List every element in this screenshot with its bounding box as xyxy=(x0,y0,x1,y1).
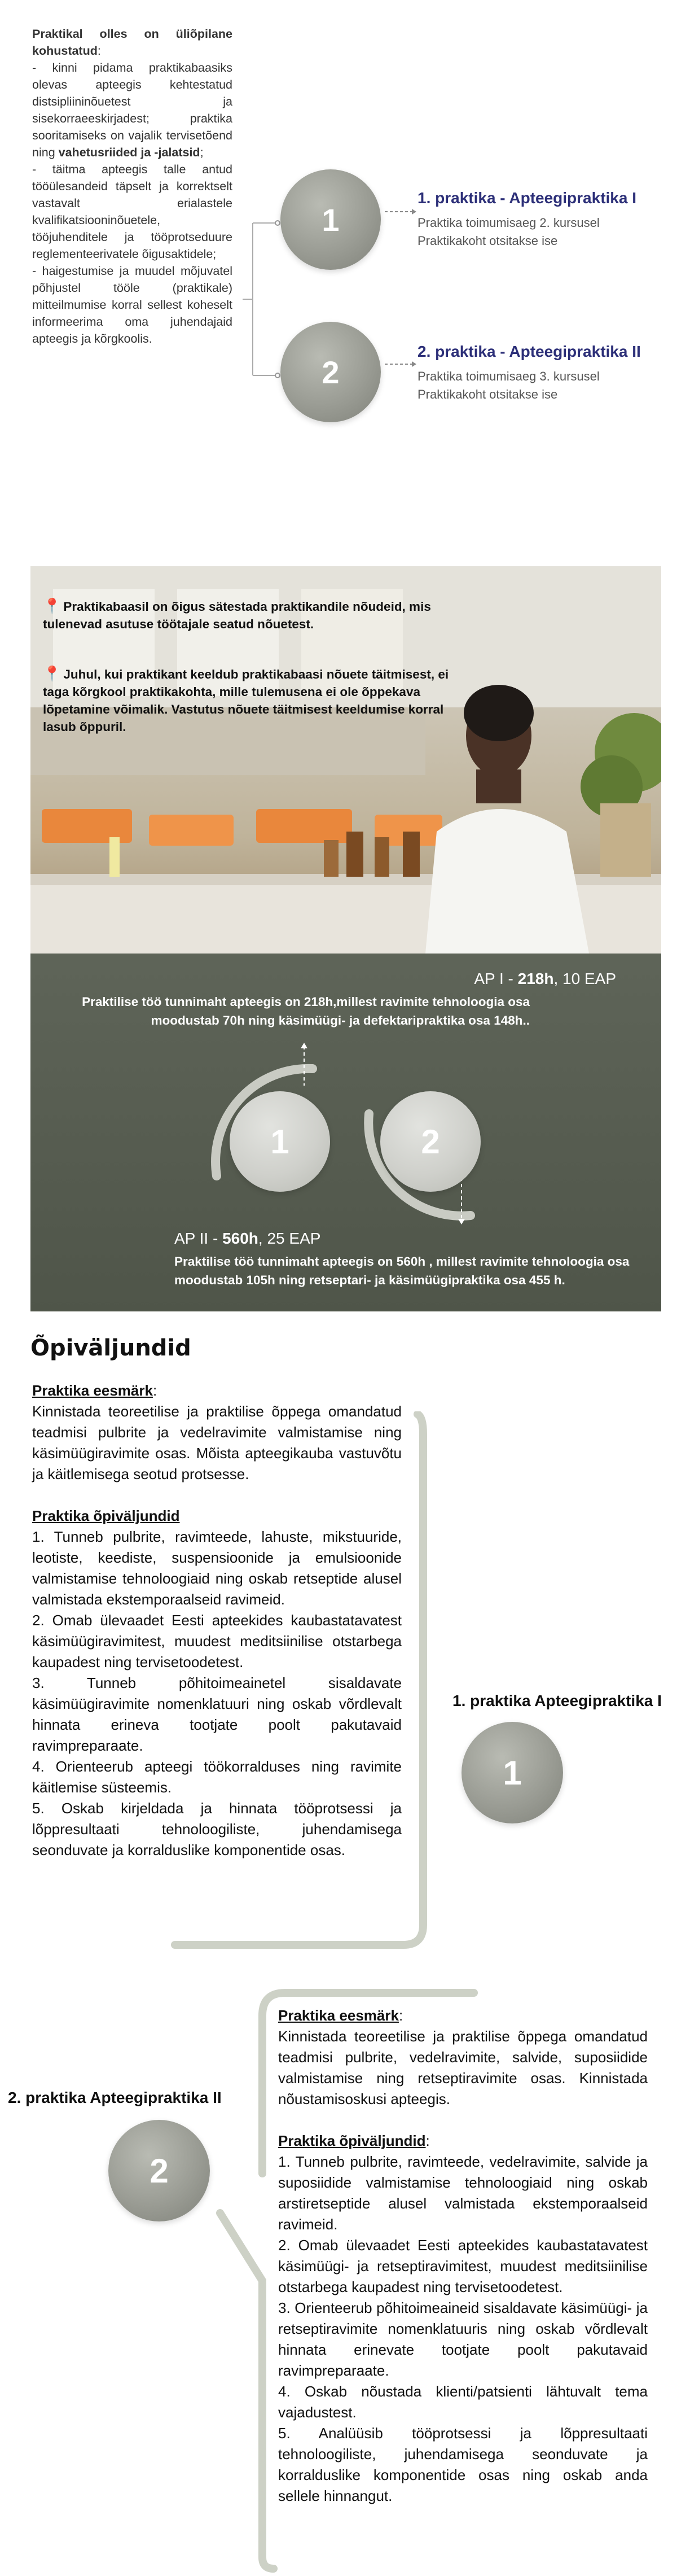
note-requirements: 📍 Praktikabaasil on õigus sätestada praktikandile nõudeid, mis tulenevad asutuse töötajale seatud nõuetest. xyxy=(43,597,431,631)
obligation-item-1: - kinni pidama praktikabaasiks olevas apteegis kehtestatud distsipliininõuetest ja sisekorraeeskirjadest; praktika sooritamiseks on vajalik tervisetõend ning vahetusriided ja -jalatsid; xyxy=(32,61,232,159)
goal-text-1: Kinnistada teoreetilise ja praktilise õppega omandatud teadmisi pulbrite ja vedelravimite valmistamise ning käsimüügiravimite osas. Mõista apteegikauba vastuvõtu ja käitlemisega seotud protsesse. xyxy=(32,1403,402,1482)
outcome-2-circle: 2 xyxy=(108,2120,210,2221)
practice-2-period: Praktika toimumisaeg 3. kursusel xyxy=(417,369,600,383)
practice-1-bracket xyxy=(169,1411,451,1965)
practice-1-outcomes: Praktika eesmärk: Kinnistada teoreetilise ja praktilise õppega omandatud teadmisi pulbrite ja vedelravimite valmistamise ning käsimüügiravimite osas. Mõista apteegikauba vastuvõtu ja käitlemisega seotud protsesse. Praktika õpiväljundid 1. Tunneb pulbrite, ravimteede, lahuste, mikstuuride, leotiste, keediste, suspensioonide ja emulsioonide valmistamise tehnoloogiaid ning oskab retseptide alusel valmistada ekstemporaalseid ravimeid. 2. Omab ülevaadet Eesti apteekides kaubastatavatest käsimüügiravimitest, muudest meditsiinilise otstarbega kaupadest ning tervisetoodetest. 3. Tunneb põhitoimeainetel sisaldavate käsimüügiravimite nomenklatuuri ning oskab võrdlevalt hinnata erineva tootjate poolt pakutavaid ravimpreparaate. 4. Orienteerub apteegi töökorralduses ning ravimite käitlemise süsteemis. 5. Oskab kirjeldada ja hinnata tööprotsessi ja lõppresultaati tehnoloogiliste, juhendamisega seonduvate ja korralduslike komponentide osas. xyxy=(32,1380,402,1861)
obligation-item-2: - täitma apteegis talle antud tööülesandeid täpselt ja korrektselt vastavalt erialastele kvalifikatsiooninõuetele, tööjuhenditele ja tööprotseduure reglementeerivatele õigusaktidele; xyxy=(32,163,232,261)
practice-2-place: Praktikakoht otsitakse ise xyxy=(417,387,558,401)
practice-2-label: 2. praktika Apteegipraktika II xyxy=(8,2089,222,2106)
practice-1-label: 1. praktika Apteegipraktika I xyxy=(452,1692,662,1709)
map-pin-icon: 📍 xyxy=(43,597,61,614)
obligations-heading: Praktikal olles on üliõpilane kohustatud: xyxy=(32,27,232,58)
goal-heading-1: Praktika eesmärk xyxy=(32,1382,153,1399)
learning-outcomes-title: Õpiväljundid xyxy=(30,1335,191,1361)
outcome-1-circle: 1 xyxy=(462,1722,563,1823)
note-refusal: 📍 Juhul, kui praktikant keeldub praktikabaasi nõuete täitmisest, ei taga kõrgkool praktikakohta, mille tulemusena ei ole õppekava lõpetamine võimalik. Vastutus nõuete täitmisest keeldumise korral lasub õppuril. xyxy=(43,665,449,734)
map-pin-icon: 📍 xyxy=(43,665,61,682)
practice-1-circle: 1 xyxy=(280,169,381,270)
practice-2-outcomes: Praktika eesmärk: Kinnistada teoreetilise ja praktilise õppega omandatud teadmisi pulbrite, vedelravimite, salvide, suposiidide valmistamise ning retseptiravimite osas. Kinnistada nõustamisoskusi apteegis. Praktika õpiväljundid: 1. Tunneb pulbrite, ravimteede, vedelravimite, salvide ja suposiidide valmistamise tehnoloogiaid ning oskab arstiretseptide alusel valmistada ekstemporaalseid ravimeid. 2. Omab ülevaadet Eesti apteekides kaubastatavatest käsimüügi- ja retseptiravimitest, muudest meditsiinilise otstarbega kaupadest ning tervisetoodetest. 3. Orienteerub põhitoimeaineid sisaldavate käsimüügi- ja retseptiravimite nomenklatuuris ning oskab võrdlevalt hinnata erinevate tootjate poolt pakutavaid ravimpreparaate. 4. Oskab nõustada klienti/patsienti lähtuvalt tema vajadustest. 5. Analüüsib tööprotsessi ja lõppresultaati tehnoloogiliste, juhendamisega seonduvate ja korralduslike komponentide osas ning oskab anda sellele hinnangut. xyxy=(278,2005,648,2507)
outcome-item: 3. Orienteerub põhitoimeaineid sisaldavate käsimüügi- ja retseptiravimite nomenklatuuris ning oskab võrdlevalt hinnata erinevate tootjate poolt pakutavaid ravimpreparaate. xyxy=(278,2299,648,2379)
practice-2-title: 2. praktika - Apteegipraktika II xyxy=(417,343,641,360)
outcome-item: 5. Oskab kirjeldada ja hinnata tööprotsessi ja lõppresultaati tehnoloogiliste, juhendamisega seonduvate ja korralduslike komponentide osas. xyxy=(32,1800,402,1858)
student-obligations xyxy=(32,25,232,347)
goal-heading-2: Praktika eesmärk xyxy=(278,2007,399,2024)
outcome-item: 1. Tunneb pulbrite, ravimteede, lahuste, mikstuuride, leotiste, keediste, suspensioonide ja emulsioonide valmistamise tehnoloogiaid ning oskab retseptide alusel valmistada ekstemporaalseid ravimeid. xyxy=(32,1528,402,1608)
practice-2-circle: 2 xyxy=(280,322,381,422)
outcome-item: 3. Tunneb põhitoimeainetel sisaldavate käsimüügiravimite nomenklatuuri ning oskab võrdlevalt hinnata erineva tootjate poolt pakutavaid ravimpreparaate. xyxy=(32,1674,402,1754)
outcome-item: 5. Analüüsib tööprotsessi ja lõppresultaati tehnoloogiliste, juhendamisega seonduvate ja korralduslike komponentide osas ning oskab anda sellele hinnangut. xyxy=(278,2425,648,2504)
practice-1-card xyxy=(417,189,671,250)
outcome-item: 1. Tunneb pulbrite, ravimteede, vedelravimite, salvide ja suposiidide valmistamise tehnoloogiaid ning oskab arstiretseptide alusel valmistada ekstemporaalseid ravimeid. xyxy=(278,2153,648,2233)
outcome-item: 2. Omab ülevaadet Eesti apteekides kaubastatavatest käsimüügi- ja retseptiravimitest, muudest meditsiinilise otstarbega kaupadest ning tervisetoodetest. xyxy=(278,2237,648,2295)
practice-1-period: Praktika toimumisaeg 2. kursusel xyxy=(417,216,600,230)
ap2-description: Praktilise töö tunnimaht apteegis on 560h , millest ravimite tehnoloogia osa moodustab 105h ning retseptari- ja käsimüügipraktika osa 455 h. xyxy=(174,1254,630,1287)
outcome-item: 4. Oskab nõustada klienti/patsienti lähtuvalt tema vajadustest. xyxy=(278,2383,648,2421)
outcome-item: 4. Orienteerub apteegi töökorralduses ning ravimite käitlemise süsteemis. xyxy=(32,1758,402,1796)
ap2-heading: AP II - 560h, 25 EAP xyxy=(174,1230,321,1247)
practice-2-card xyxy=(417,343,671,404)
ap2-circle: 2 xyxy=(380,1091,481,1192)
ap1-description: Praktilise töö tunnimaht apteegis on 218h,millest ravimite tehnoloogia osa moodustab 70h ning käsimüügi- ja defektaripraktika osa 148h.. xyxy=(82,995,530,1027)
practice-1-title: 1. praktika - Apteegipraktika I xyxy=(417,189,636,207)
practice-1-place: Praktikakoht otsitakse ise xyxy=(417,234,558,248)
ap1-heading: AP I - 218h, 10 EAP xyxy=(474,970,616,987)
outcomes-heading-2: Praktika õpiväljundid xyxy=(278,2132,426,2149)
lab-photo xyxy=(30,566,661,954)
outcome-item: 2. Omab ülevaadet Eesti apteekides kaubastatavatest käsimüügiravimitest, muudest meditsiinilise otstarbega kaupadest ning tervisetoodetest. xyxy=(32,1612,402,1670)
goal-text-2: Kinnistada teoreetilise ja praktilise õppega omandatud teadmisi pulbrite, vedelravimite, salvide, suposiidide valmistamise ning retseptiravimite osas. Kinnistada nõustamisoskusi apteegis. xyxy=(278,2028,648,2107)
outcomes-heading-1: Praktika õpiväljundid xyxy=(32,1507,180,1524)
practice-hours-section xyxy=(30,566,661,1311)
obligation-item-3: - haigestumise ja muudel mõjuvatel põhjustel tööle (praktikale) mitteilmumise korral sellest koheselt informeerima oma juhendajaid apteegis ja kõrgkoolis. xyxy=(32,264,232,345)
ap1-circle: 1 xyxy=(230,1091,330,1192)
